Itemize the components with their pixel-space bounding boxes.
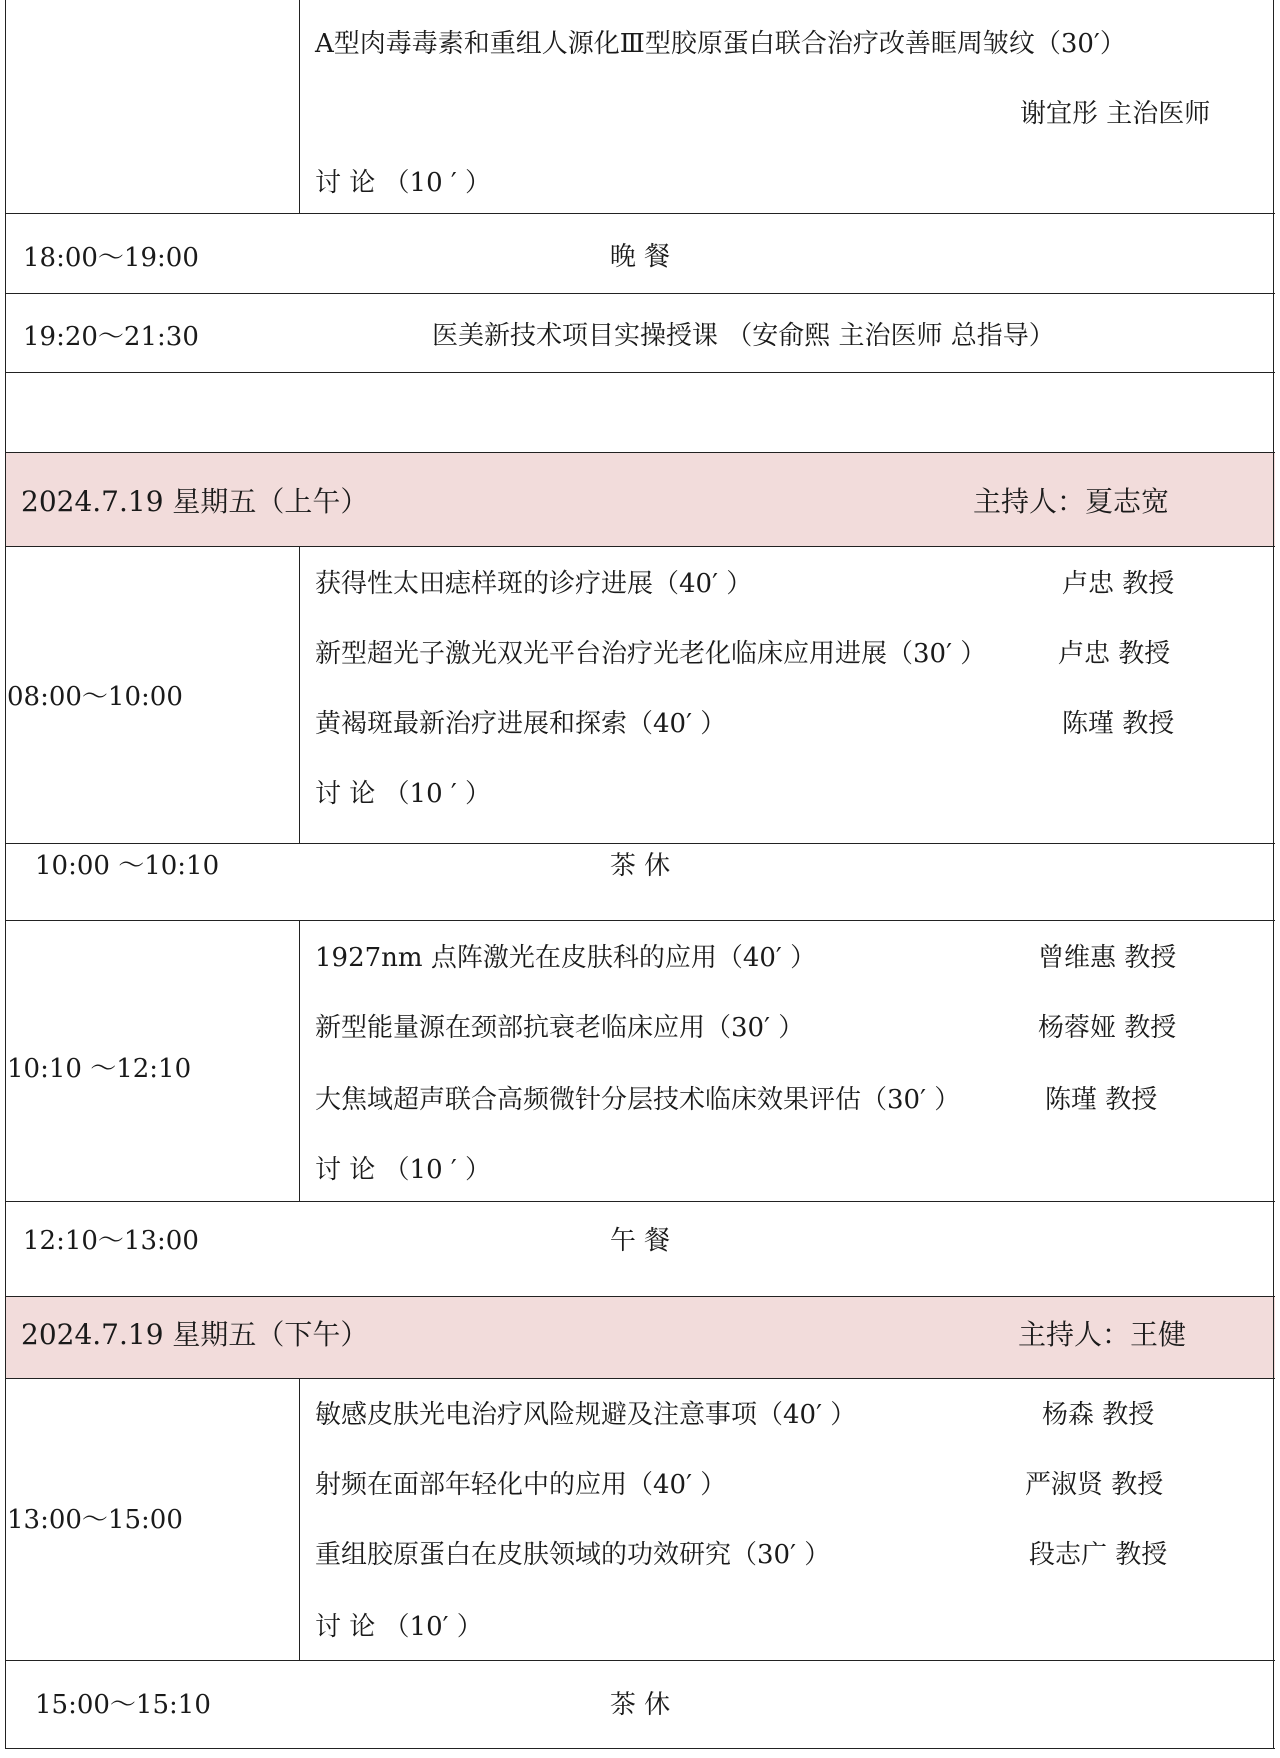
column-divider	[299, 546, 300, 843]
lunch-label: 午 餐	[609, 1226, 671, 1256]
column-divider	[299, 920, 300, 1201]
talk-speaker: 段志广 教授	[1029, 1540, 1168, 1570]
lunch-time: 12:10～13:00	[23, 1226, 199, 1256]
discussion-label: 讨 论 （10 ′ ）	[315, 1155, 492, 1185]
session3-time: 13:00～15:00	[7, 1505, 183, 1535]
dinner-time: 18:00～19:00	[23, 243, 199, 273]
row-divider	[5, 213, 1275, 214]
talk-title: 重组胶原蛋白在皮肤领域的功效研究（30′ ）	[315, 1540, 831, 1570]
row-divider	[5, 1296, 1275, 1297]
talk-title: 新型能量源在颈部抗衰老临床应用（30′ ）	[315, 1013, 805, 1043]
morning-host: 主持人：夏志宽	[973, 485, 1170, 518]
talk-speaker: 卢忠 教授	[1062, 569, 1175, 599]
talk-title: 获得性太田痣样斑的诊疗进展（40′ ）	[315, 569, 753, 599]
talk-speaker: 谢宜彤 主治医师	[1020, 99, 1211, 129]
row-divider	[5, 1748, 1275, 1749]
session2-time: 10:10 ～12:10	[7, 1054, 192, 1084]
row-divider	[5, 372, 1275, 373]
talk-title: 新型超光子激光双光平台治疗光老化临床应用进展（30′ ）	[315, 639, 987, 669]
talk-speaker: 杨蓉娅 教授	[1038, 1013, 1177, 1043]
schedule-table	[5, 0, 1275, 1758]
talk-title: 1927nm 点阵激光在皮肤科的应用（40′ ）	[315, 943, 817, 973]
evening-label: 医美新技术项目实操授课 （安俞熙 主治医师 总指导）	[432, 321, 1055, 351]
session1-time: 08:00～10:00	[7, 682, 183, 712]
row-divider	[5, 843, 1275, 844]
tea1-label: 茶 休	[609, 851, 671, 881]
talk-speaker: 卢忠 教授	[1058, 639, 1171, 669]
morning-date: 2024.7.19 星期五（上午）	[21, 485, 369, 518]
row-divider	[5, 920, 1275, 921]
column-divider	[299, 1378, 300, 1660]
afternoon-date: 2024.7.19 星期五（下午）	[21, 1318, 369, 1351]
tea2-time: 15:00～15:10	[35, 1690, 211, 1720]
talk-speaker: 曾维惠 教授	[1038, 943, 1177, 973]
dinner-label: 晚 餐	[609, 242, 671, 272]
talk-speaker: 严淑贤 教授	[1025, 1470, 1164, 1500]
column-divider	[299, 0, 300, 213]
row-divider	[5, 1201, 1275, 1202]
row-divider	[5, 293, 1275, 294]
tea2-label: 茶 休	[609, 1690, 671, 1720]
discussion-label: 讨 论 （10′ ）	[315, 1612, 483, 1642]
evening-time: 19:20～21:30	[23, 322, 199, 352]
discussion-label: 讨 论 （10 ′ ）	[315, 168, 492, 198]
tea1-time: 10:00 ～10:10	[35, 851, 220, 881]
talk-speaker: 陈瑾 教授	[1045, 1085, 1158, 1115]
row-divider	[5, 546, 1275, 547]
talk-title: 敏感皮肤光电治疗风险规避及注意事项（40′ ）	[315, 1400, 857, 1430]
talk-title: A型肉毒毒素和重组人源化Ⅲ型胶原蛋白联合治疗改善眶周皱纹（30′）	[315, 29, 1126, 59]
talk-speaker: 陈瑾 教授	[1062, 709, 1175, 739]
talk-title: 射频在面部年轻化中的应用（40′ ）	[315, 1470, 727, 1500]
talk-title: 黄褐斑最新治疗进展和探索（40′ ）	[315, 709, 727, 739]
afternoon-host: 主持人：王健	[1018, 1318, 1187, 1351]
row-divider	[5, 452, 1275, 453]
talk-title: 大焦域超声联合高频微针分层技术临床效果评估（30′ ）	[315, 1085, 961, 1115]
row-divider	[5, 1660, 1275, 1661]
talk-speaker: 杨森 教授	[1042, 1400, 1155, 1430]
row-divider	[5, 1378, 1275, 1379]
discussion-label: 讨 论 （10 ′ ）	[315, 779, 492, 809]
